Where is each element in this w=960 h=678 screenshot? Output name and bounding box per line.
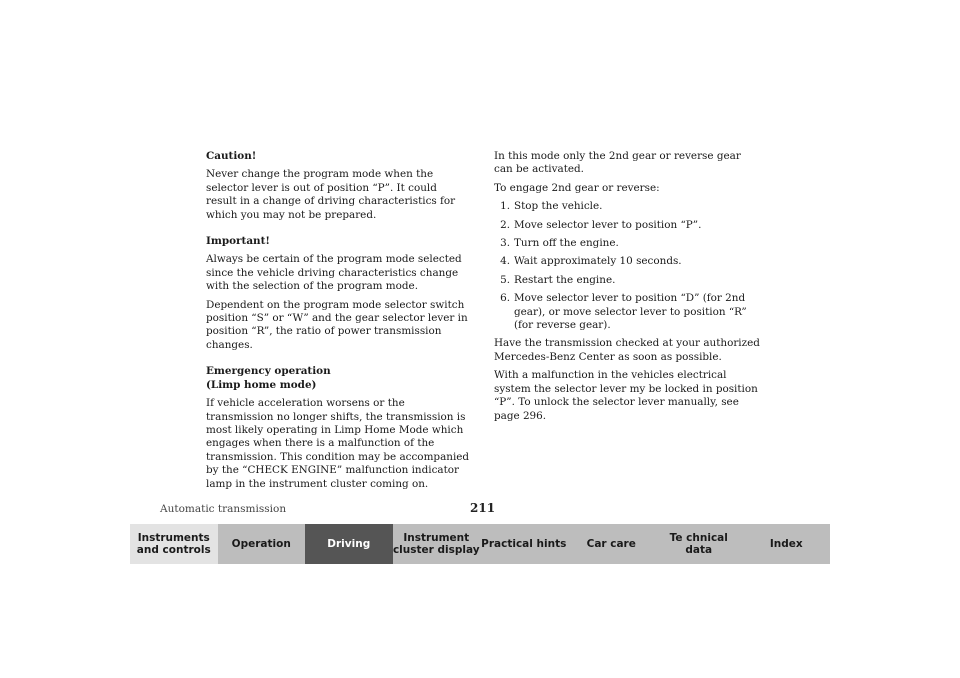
step-text: Turn off the engine.	[514, 237, 619, 250]
step-number: 1.	[500, 200, 510, 213]
emergency-heading	[206, 365, 470, 392]
important-text-1: Always be certain of the program mode selected since the vehicle driving characteristics change with the selection of the program mode.	[206, 253, 462, 293]
intro-text-2: To engage 2nd gear or reverse:	[494, 181, 660, 194]
section-title: Automatic transmission	[160, 503, 287, 515]
tab-technical-data[interactable]: Te chnical data	[655, 524, 743, 564]
step-text: Wait approximately 10 seconds.	[514, 255, 682, 268]
step-text: Restart the engine.	[514, 273, 616, 286]
step-number: 4.	[500, 255, 510, 268]
step-text: Move selector lever to position “P”.	[514, 218, 702, 231]
outro-text-1: Have the transmission checked at your authorized Mercedes-Benz Center as soon as possible.	[494, 337, 760, 363]
step-text: Move selector lever to position “D” (for 2nd gear), or move selector lever to position “R” (for reverse gear).	[514, 292, 747, 332]
list-item	[494, 219, 762, 232]
important-text-2: Dependent on the program mode selector switch position “S” or “W” and the gear selector lever in position “R”, the ratio of power transmission changes.	[206, 298, 468, 351]
emergency-heading-line-1: Emergency operation	[206, 365, 331, 378]
list-item	[494, 274, 762, 287]
outro-text-2: With a malfunction in the vehicles electrical system the selector lever my be locked in position “P”. To unlock the selector lever manually, see page 296.	[494, 369, 758, 422]
list-item	[494, 255, 762, 268]
tab-driving[interactable]: Driving	[305, 524, 393, 564]
page-number: 211	[470, 501, 496, 515]
emergency-text: If vehicle acceleration worsens or the transmission no longer shifts, the transmission is most likely operating in Limp Home Mode which engages when there is a malfunction of the transmission. This condition may be accompanied by the “CHECK ENGINE” malfunction indicator lamp in the instrument cluster coming on.	[206, 397, 470, 490]
left-column	[206, 150, 470, 496]
right-column	[494, 150, 762, 428]
step-number: 5.	[500, 273, 510, 286]
tab-practical-hints[interactable]: Practical hints	[480, 524, 568, 564]
list-item	[494, 200, 762, 213]
steps-list	[494, 200, 762, 332]
tab-instruments-and-controls[interactable]: Instruments and controls	[130, 524, 218, 564]
emergency-heading-line-2: (Limp home mode)	[206, 378, 317, 391]
list-item	[494, 237, 762, 250]
tab-index[interactable]: Index	[743, 524, 831, 564]
step-text: Stop the vehicle.	[514, 200, 603, 213]
tab-operation[interactable]: Operation	[218, 524, 306, 564]
list-item	[494, 292, 762, 332]
step-number: 2.	[500, 218, 510, 231]
caution-text: Never change the program mode when the selector lever is out of position “P”. It could result in a change of driving characteristics for which you may not be prepared.	[206, 168, 456, 221]
caution-heading: Caution!	[206, 150, 257, 162]
tab-instrument-cluster-display[interactable]: Instrument cluster display	[393, 524, 481, 564]
tab-car-care[interactable]: Car care	[568, 524, 656, 564]
section-nav-bar	[130, 524, 830, 564]
intro-text-1: In this mode only the 2nd gear or reverse gear can be activated.	[494, 150, 741, 176]
step-number: 6.	[500, 292, 510, 305]
step-number: 3.	[500, 237, 510, 250]
important-heading: Important!	[206, 235, 270, 248]
